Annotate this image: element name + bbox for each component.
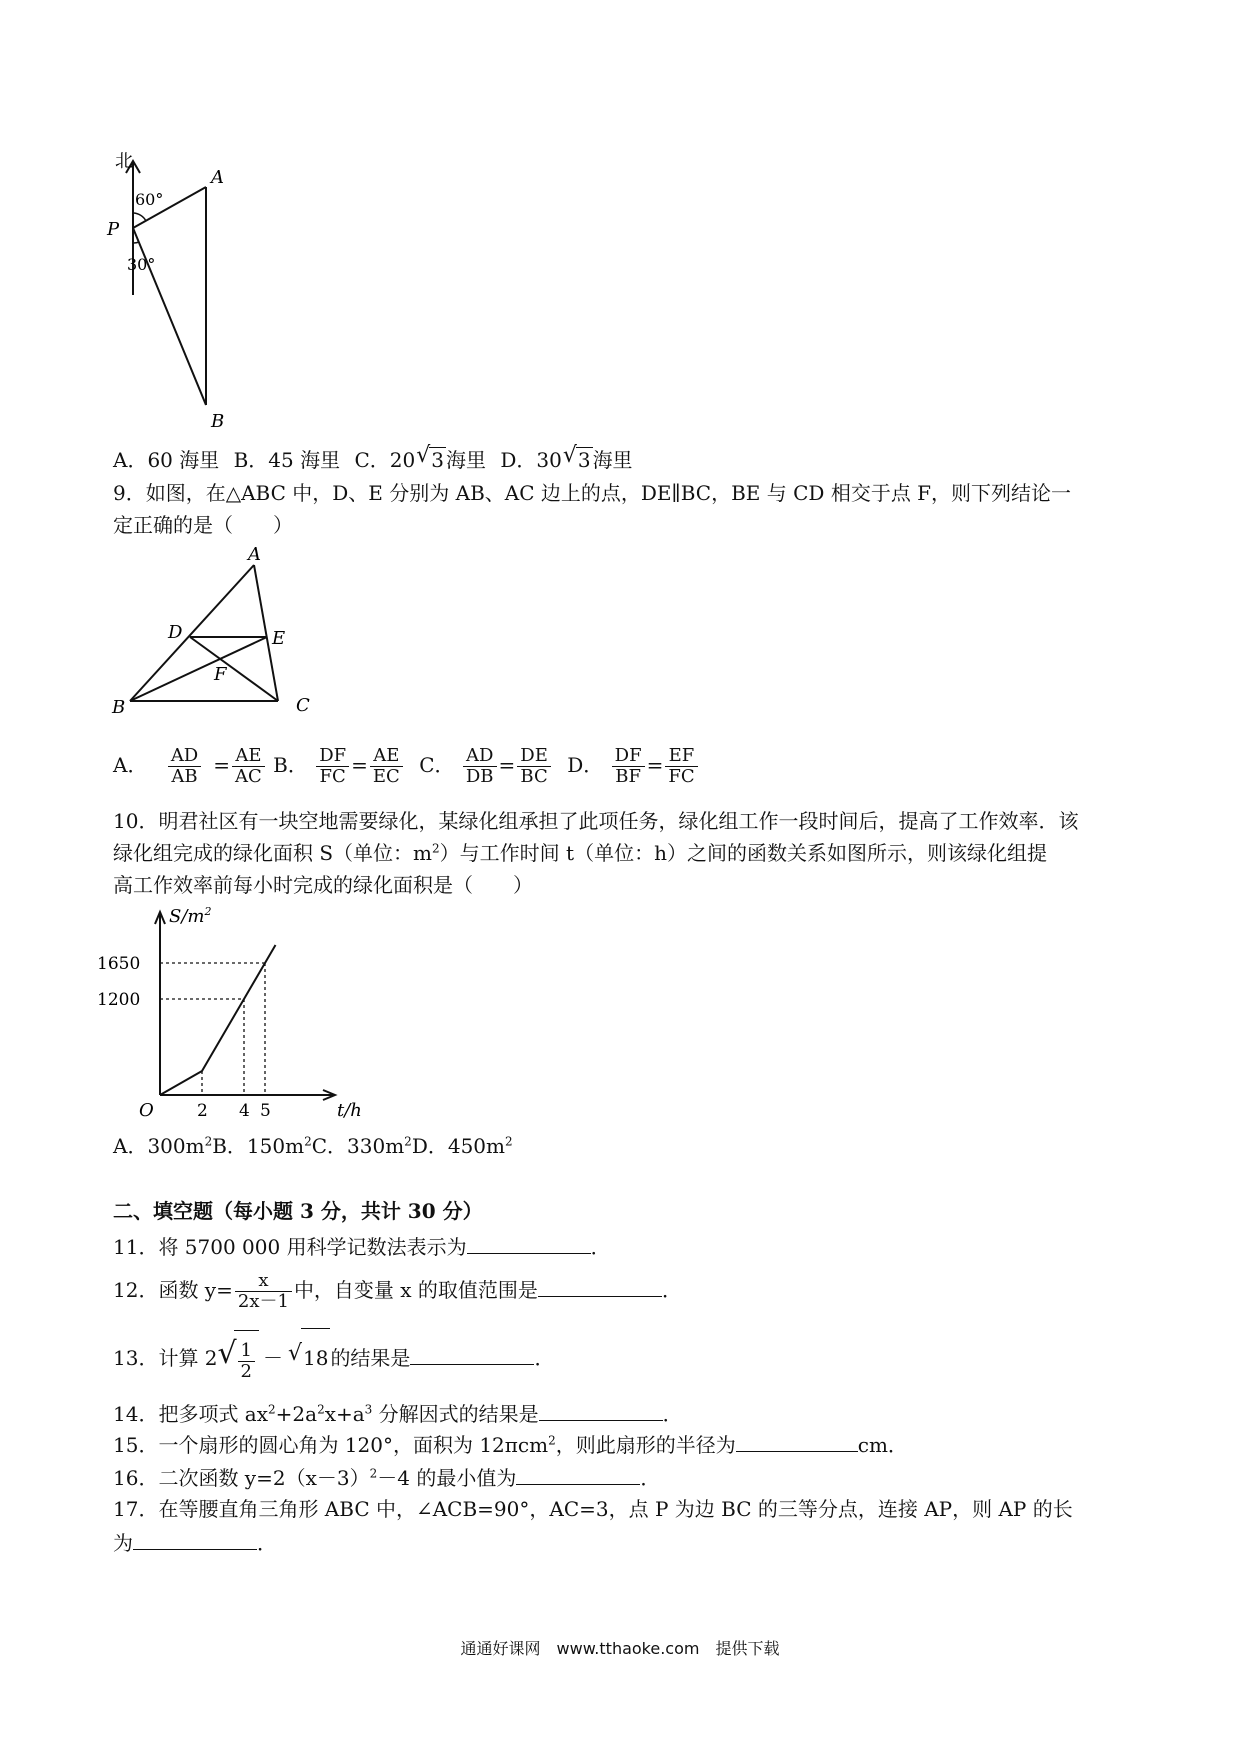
x-tick-label: 5 bbox=[260, 1101, 271, 1121]
y-tick-label: 1200 bbox=[97, 990, 141, 1010]
q12: 12．函数 y= $\frac{x}{2x-1}$ 中，自变量 x 的取值范围是 ． bbox=[113, 1270, 682, 1312]
q10-stem-line3: 高工作效率前每小时完成的绿化面积是（ ） bbox=[113, 873, 533, 897]
q8-option-a: A．60 海里 bbox=[113, 448, 220, 472]
answer-blank[interactable] bbox=[410, 1344, 534, 1365]
y-axis-label: $S/m^2$ bbox=[169, 905, 212, 927]
point-E-label: E bbox=[272, 628, 286, 649]
section-2-heading: 二、填空题（每小题 3 分，共计 30 分） bbox=[113, 1199, 483, 1223]
figure-q8-bearing-diagram bbox=[105, 151, 245, 435]
point-D-label: D bbox=[168, 622, 183, 643]
angle-30-label: 30° bbox=[127, 255, 156, 274]
answer-blank[interactable] bbox=[736, 1431, 858, 1452]
q10-option-d: D．$450m^2$ bbox=[411, 1134, 513, 1158]
q16: 16．二次函数 $y=2(x-3)^2-4$ 的最小值为 ． bbox=[113, 1466, 661, 1490]
q10-option-c: C．$330m^2$ bbox=[311, 1134, 412, 1158]
q10-option-a: A．$300m^2$ bbox=[113, 1134, 213, 1158]
q10-stem-line1: 10．明君社区有一块空地需要绿化，某绿化组承担了此项任务，绿化组工作一段时间后，提高了工作效率．该 bbox=[113, 809, 1079, 833]
q15: 15．一个扇形的圆心角为 120°，面积为 12πcm$^2$，则此扇形的半径为 cm． bbox=[113, 1433, 908, 1457]
point-B-label: B bbox=[211, 411, 225, 432]
q8-options bbox=[113, 447, 633, 472]
q17-line2: 为 ． bbox=[113, 1531, 277, 1555]
answer-blank[interactable] bbox=[467, 1233, 591, 1254]
point-C-label: C bbox=[296, 695, 310, 716]
q17-line1: 17．在等腰直角三角形 ABC 中，∠ACB=90°，AC=3，点 P 为边 BC 的三等分点，连接 AP，则 AP 的长 bbox=[113, 1497, 1073, 1521]
q13: 13．计算 2 √ $\frac{1}{2}$ －√ 18 的结果是 ． bbox=[113, 1328, 554, 1386]
q9-stem-line1: 9．如图，在△ABC 中，D、E 分别为 AB、AC 边上的点，DE∥BC，BE 与 CD 相交于点 F，则下列结论一 bbox=[113, 481, 1072, 505]
q11: 11．将 5700 000 用科学记数法表示为 ． bbox=[113, 1235, 611, 1259]
series-line bbox=[160, 945, 276, 1095]
north-label: 北 bbox=[115, 151, 133, 172]
q9-option-a: A． $\frac{AD}{AB}$ = $\frac{AE}{AC}$ bbox=[113, 753, 273, 777]
point-B-label: B bbox=[112, 697, 126, 718]
answer-blank[interactable] bbox=[539, 1400, 663, 1421]
q10-option-b: B．$150m^2$ bbox=[212, 1134, 312, 1158]
point-P-label: P bbox=[107, 219, 120, 240]
figure-q9-triangle bbox=[108, 544, 318, 718]
origin-label: O bbox=[139, 1100, 154, 1121]
q9-options bbox=[113, 737, 700, 793]
q9-option-d: D． $\frac{DF}{BF}$ = $\frac{EF}{FC}$ bbox=[567, 753, 699, 777]
x-tick-label: 4 bbox=[239, 1101, 250, 1121]
q8-option-d: D．30√ 3 海里 bbox=[500, 448, 632, 472]
q9-option-c: C． $\frac{AD}{DB}$ = $\frac{DE}{BC}$ bbox=[419, 753, 559, 777]
q10-options bbox=[113, 1134, 513, 1158]
y-tick-label: 1650 bbox=[97, 954, 141, 974]
answer-blank[interactable] bbox=[538, 1276, 662, 1297]
point-A-label: A bbox=[248, 544, 261, 565]
q8-option-c: C．20√ 3 海里 bbox=[354, 448, 486, 472]
point-A-label: A bbox=[211, 167, 224, 188]
point-F-label: F bbox=[214, 664, 227, 685]
page-footer: 通通好课网 www.tthaoke.com 提供下载 bbox=[460, 1639, 780, 1658]
q10-line-chart bbox=[97, 900, 385, 1130]
x-tick-label: 2 bbox=[197, 1101, 208, 1121]
answer-blank[interactable] bbox=[133, 1529, 257, 1550]
x-axis-label: t/h bbox=[337, 1100, 362, 1121]
q9-stem-line2: 定正确的是（ ） bbox=[113, 513, 293, 537]
q10-stem-line2: 绿化组完成的绿化面积 S（单位：$m^2$）与工作时间 t（单位：h）之间的函数关系如图所示，则该绿化组提 bbox=[113, 841, 1047, 865]
answer-blank[interactable] bbox=[516, 1464, 640, 1485]
q14: 14．把多项式 $ax^2+2a^2x+a^3$ 分解因式的结果是 ． bbox=[113, 1402, 683, 1426]
q9-option-b: B． $\frac{DF}{FC}$ = $\frac{AE}{EC}$ bbox=[273, 753, 411, 777]
q8-option-b: B．45 海里 bbox=[233, 448, 341, 472]
angle-60-label: 60° bbox=[135, 190, 164, 209]
